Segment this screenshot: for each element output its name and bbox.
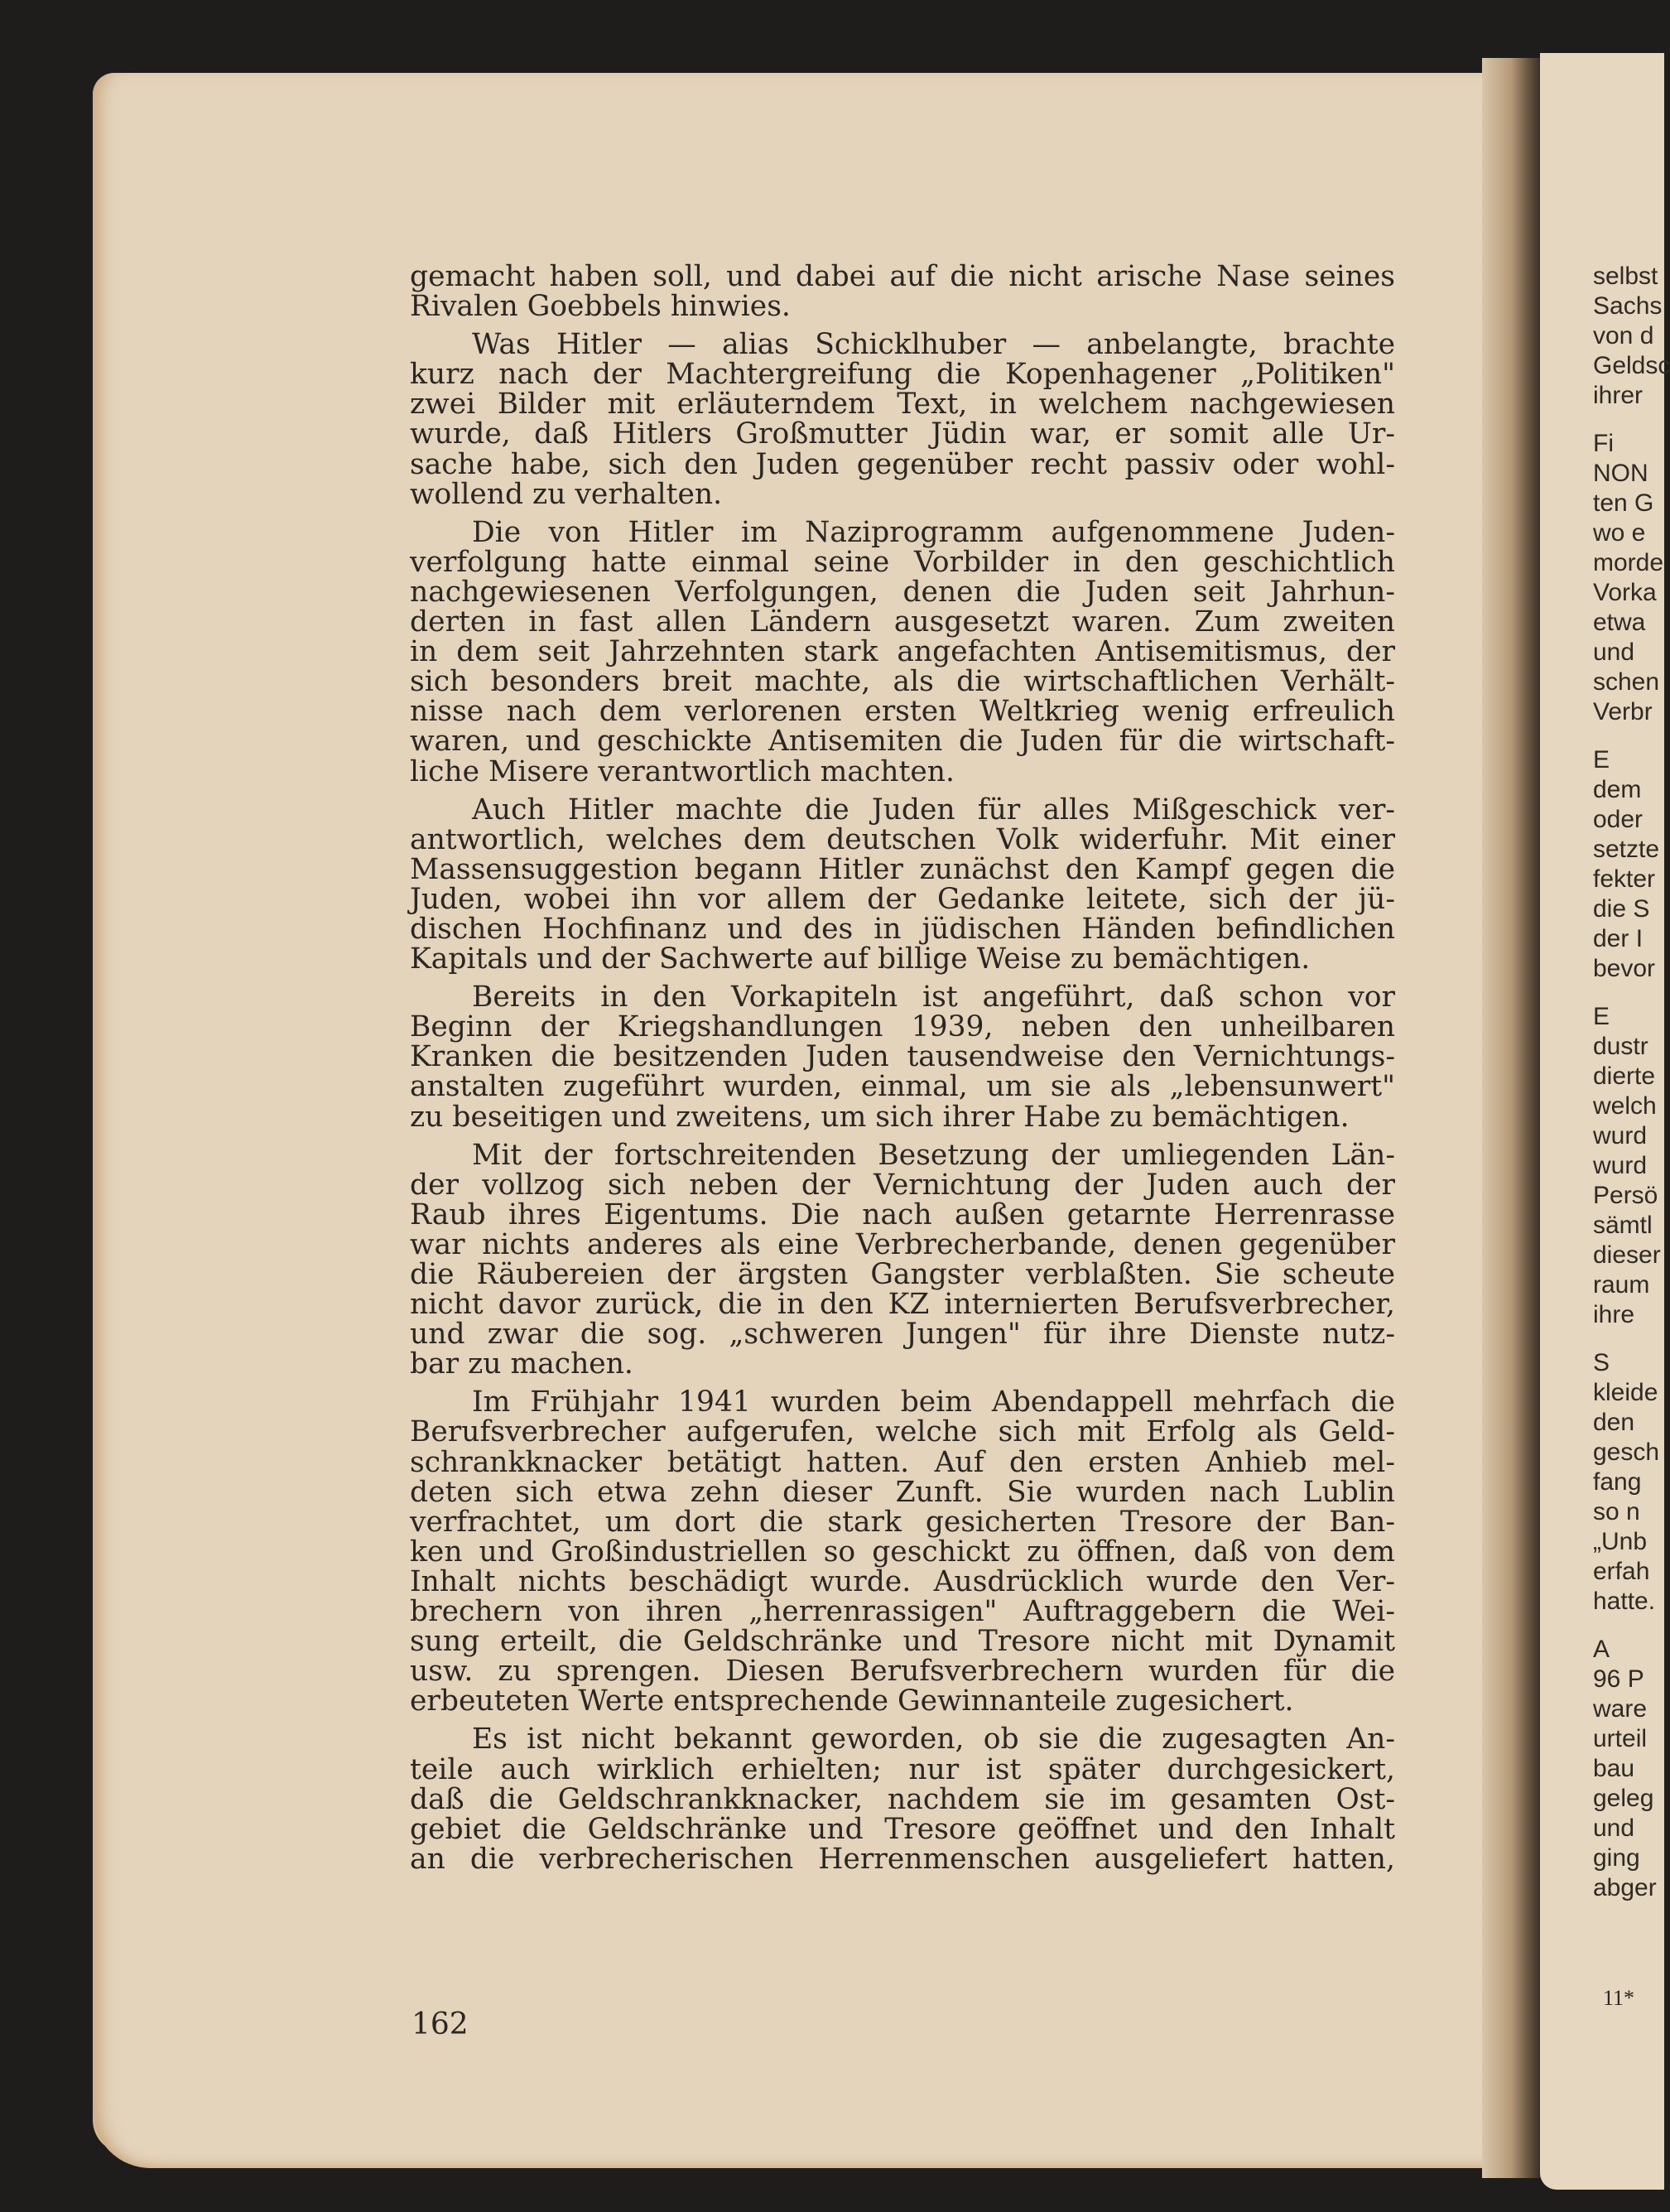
text-line: Es ist nicht bekannt geworden, ob sie die zugesagten An-: [472, 1723, 1395, 1757]
facing-page-line: Vorka: [1593, 579, 1657, 606]
text-line: Juden, wobei ihn vor allem der Gedanke leitete, sich der jü-: [410, 882, 1395, 916]
text-line: zwei Bilder mit erläuterndem Text, in welchem nachgewiesen: [410, 388, 1395, 422]
text-line: der vollzog sich neben der Vernichtung der Juden auch der: [410, 1168, 1395, 1202]
facing-page-line: von d: [1593, 322, 1654, 349]
text-line: Kranken die besitzenden Juden tausendweise den Vernichtungs-: [410, 1040, 1395, 1074]
text-line: verfrachtet, um dort die stark gesicherten Tresore der Ban-: [410, 1505, 1395, 1539]
text-line: Die von Hitler im Naziprogramm aufgenommene Juden-: [472, 515, 1395, 549]
facing-page-line: und: [1593, 1814, 1635, 1842]
facing-page-gap: [1593, 1617, 1659, 1635]
facing-page-line: abger: [1593, 1874, 1657, 1901]
facing-page-line: erfah: [1593, 1558, 1650, 1585]
text-line: anstalten zugeführt wurden, einmal, um sie als „lebensunwert": [410, 1070, 1395, 1104]
text-line: Inhalt nichts beschädigt wurde. Ausdrücklich wurde den Ver-: [410, 1564, 1395, 1598]
facing-page-line: kleide: [1593, 1379, 1658, 1406]
text-line: Beginn der Kriegshandlungen 1939, neben den unheilbaren: [410, 1010, 1395, 1044]
paragraph: [410, 260, 1395, 324]
facing-page-line: den: [1593, 1409, 1635, 1436]
facing-page-line: ten G: [1593, 489, 1654, 517]
facing-page-line: raum: [1593, 1271, 1650, 1299]
text-line: Auch Hitler machte die Juden für alles Mißgeschick ver-: [472, 793, 1395, 826]
text-line: Berufsverbrecher aufgerufen, welche sich mit Erfolg als Geld-: [410, 1415, 1395, 1449]
paragraph: [410, 1140, 1395, 1380]
facing-page-line: wurd: [1593, 1152, 1648, 1179]
facing-page-line: Fi: [1593, 430, 1614, 457]
facing-page-line: schen: [1593, 668, 1660, 696]
facing-page-line: Sachs: [1593, 292, 1663, 320]
text-line: bar zu machen.: [410, 1347, 633, 1381]
text-line: gemacht haben soll, und dabei auf die nicht arische Nase seines: [410, 260, 1395, 293]
text-line: brechern von ihren „herrenrassigen" Auftraggebern die Wei-: [410, 1595, 1395, 1629]
facing-page-line: 96 P: [1593, 1665, 1644, 1693]
text-line: die Räubereien der ärgsten Gangster verblaßten. Sie scheute: [410, 1258, 1395, 1291]
text-line: nicht davor zurück, die in den KZ internierten Berufsverbrecher,: [410, 1288, 1395, 1322]
text-line: verfolgung hatte einmal seine Vorbilder in den geschichtlich: [410, 545, 1395, 579]
facing-page-gap: [1593, 1903, 1659, 1921]
facing-page-line: urteil: [1593, 1725, 1648, 1752]
facing-page-line: wurd: [1593, 1122, 1648, 1149]
facing-page-line: E: [1593, 746, 1610, 773]
facing-page-gap: [1593, 1330, 1659, 1348]
text-line: wollend zu verhalten.: [410, 477, 723, 511]
facing-page-line: NON: [1593, 460, 1648, 487]
text-line: sung erteilt, die Geldschränke und Tresore nicht mit Dynamit: [410, 1625, 1395, 1659]
text-line: Im Frühjahr 1941 wurden beim Abendappell mehrfach die: [472, 1386, 1395, 1419]
text-line: ken und Großindustriellen so geschickt zu öffnen, daß von dem: [410, 1535, 1395, 1569]
paragraph: [410, 795, 1395, 975]
facing-page-line: „Unb: [1593, 1528, 1648, 1555]
text-line: dischen Hochfinanz und des in jüdischen Händen befindlichen: [410, 912, 1395, 946]
text-line: derten in fast allen Ländern ausgesetzt waren. Zum zweiten: [410, 605, 1395, 639]
facing-page-line: ihre: [1593, 1301, 1635, 1328]
text-line: usw. zu sprengen. Diesen Berufsverbrechern wurden für die: [410, 1655, 1395, 1689]
facing-page-line: dierte: [1593, 1063, 1656, 1090]
facing-page-line: Verbr: [1593, 698, 1653, 725]
facing-page-line: bevor: [1593, 955, 1656, 982]
facing-page-line: ging: [1593, 1844, 1640, 1872]
paragraph: [410, 330, 1395, 509]
paragraph: [410, 1387, 1395, 1716]
facing-page-line: S: [1593, 1349, 1610, 1376]
facing-page-line: dieser: [1593, 1241, 1661, 1269]
facing-page-line: oder: [1593, 806, 1644, 833]
text-line: Kapitals und der Sachwerte auf billige Weise zu bemächtigen.: [410, 942, 1311, 976]
facing-page-line: geleg: [1593, 1785, 1654, 1812]
text-line: zu beseitigen und zweitens, um sich ihrer Habe zu bemächtigen.: [410, 1100, 1350, 1134]
text-line: waren, und geschickte Antisemiten die Juden für die wirtschaft-: [410, 725, 1395, 759]
text-line: Was Hitler — alias Schicklhuber — anbelangte, brachte: [472, 328, 1395, 362]
facing-page-gap: [1593, 727, 1659, 745]
text-line: Massensuggestion begann Hitler zunächst den Kampf gegen die: [410, 852, 1395, 886]
facing-page-signature-mark: 11*: [1603, 1986, 1635, 2010]
facing-page-line: die S: [1593, 895, 1650, 923]
facing-page-line: welch: [1593, 1092, 1657, 1120]
text-line: antwortlich, welches dem deutschen Volk widerfuhr. Mit einer: [410, 822, 1395, 856]
facing-page-line: ware: [1593, 1695, 1648, 1723]
text-line: deten sich etwa zehn dieser Zunft. Sie wurden nach Lublin: [410, 1475, 1395, 1509]
text-line: an die verbrecherischen Herrenmenschen ausgeliefert hatten,: [410, 1842, 1395, 1876]
text-line: und zwar die sog. „schweren Jungen" für ihre Dienste nutz-: [410, 1318, 1395, 1352]
facing-page-line: sämtl: [1593, 1212, 1653, 1239]
facing-page-line: etwa: [1593, 609, 1646, 636]
facing-page-line: setzte: [1593, 836, 1660, 863]
text-line: gebiet die Geldschränke und Tresore geöffnet und den Inhalt: [410, 1812, 1395, 1846]
facing-page-text-fragments: [1593, 262, 1670, 1921]
text-line: Raub ihres Eigentums. Die nach außen getarnte Herrenrasse: [410, 1198, 1395, 1231]
facing-page-line: bau: [1593, 1755, 1635, 1782]
facing-page-line: A: [1593, 1636, 1610, 1663]
text-line: teile auch wirklich erhielten; nur ist später durchgesickert,: [410, 1752, 1395, 1786]
facing-page-line: gesch: [1593, 1439, 1660, 1466]
text-line: war nichts anderes als eine Verbrecherbande, denen gegenüber: [410, 1227, 1395, 1261]
text-line: sich besonders breit machte, als die wirtschaftlichen Verhält-: [410, 665, 1395, 699]
text-line: erbeuteten Werte entsprechende Gewinnanteile zugesichert.: [410, 1684, 1294, 1718]
text-line: kurz nach der Machtergreifung die Kopenhagener „Politiken": [410, 358, 1395, 392]
paragraph: [410, 1723, 1395, 1876]
facing-page-line: wo e: [1593, 519, 1646, 547]
text-line: nisse nach dem verlorenen ersten Weltkrieg wenig erfreulich: [410, 695, 1395, 729]
text-line: nachgewiesenen Verfolgungen, denen die Juden seit Jahrhun-: [410, 575, 1395, 609]
facing-page-line: fang: [1593, 1468, 1642, 1496]
text-line: in dem seit Jahrzehnten stark angefachten Antisemitismus, der: [410, 635, 1395, 669]
text-line: daß die Geldschrankknacker, nachdem sie im gesamten Ost-: [410, 1782, 1395, 1816]
paragraph: [410, 981, 1395, 1134]
facing-page-line: dustr: [1593, 1033, 1648, 1060]
facing-page-line: der I: [1593, 925, 1644, 952]
facing-page-line: morde: [1593, 549, 1664, 576]
facing-page-line: Geldsc: [1593, 352, 1670, 379]
facing-page-line: ihrer: [1593, 382, 1644, 409]
facing-page-line: hatte.: [1593, 1588, 1656, 1615]
page-number: 162: [411, 2007, 469, 2041]
facing-page-line: E: [1593, 1003, 1610, 1030]
text-line: Mit der fortschreitenden Besetzung der umliegenden Län-: [472, 1138, 1395, 1172]
facing-page-line: so n: [1593, 1498, 1640, 1525]
facing-page-line: selbst: [1593, 263, 1658, 290]
facing-page-line: dem: [1593, 776, 1642, 803]
text-line: liche Misere verantwortlich machten.: [410, 754, 955, 788]
facing-page-line: und: [1593, 639, 1635, 666]
facing-page-line: Persö: [1593, 1182, 1658, 1209]
text-line: schrankknacker betätigt hatten. Auf den ersten Anhieb mel-: [410, 1445, 1395, 1479]
facing-page-gap: [1593, 984, 1659, 1002]
text-line: sache habe, sich den Juden gegenüber recht passiv oder wohl-: [410, 447, 1395, 481]
facing-page-line: fekter: [1593, 865, 1656, 893]
page-body-text: [410, 262, 1395, 1874]
paragraph: [410, 515, 1395, 788]
text-line: Bereits in den Vorkapiteln ist angeführt, daß schon vor: [472, 981, 1395, 1014]
text-line: wurde, daß Hitlers Großmutter Jüdin war, er somit alle Ur-: [410, 417, 1395, 451]
text-line: Rivalen Goebbels hinwies.: [410, 290, 791, 324]
facing-page-gap: [1593, 411, 1659, 429]
